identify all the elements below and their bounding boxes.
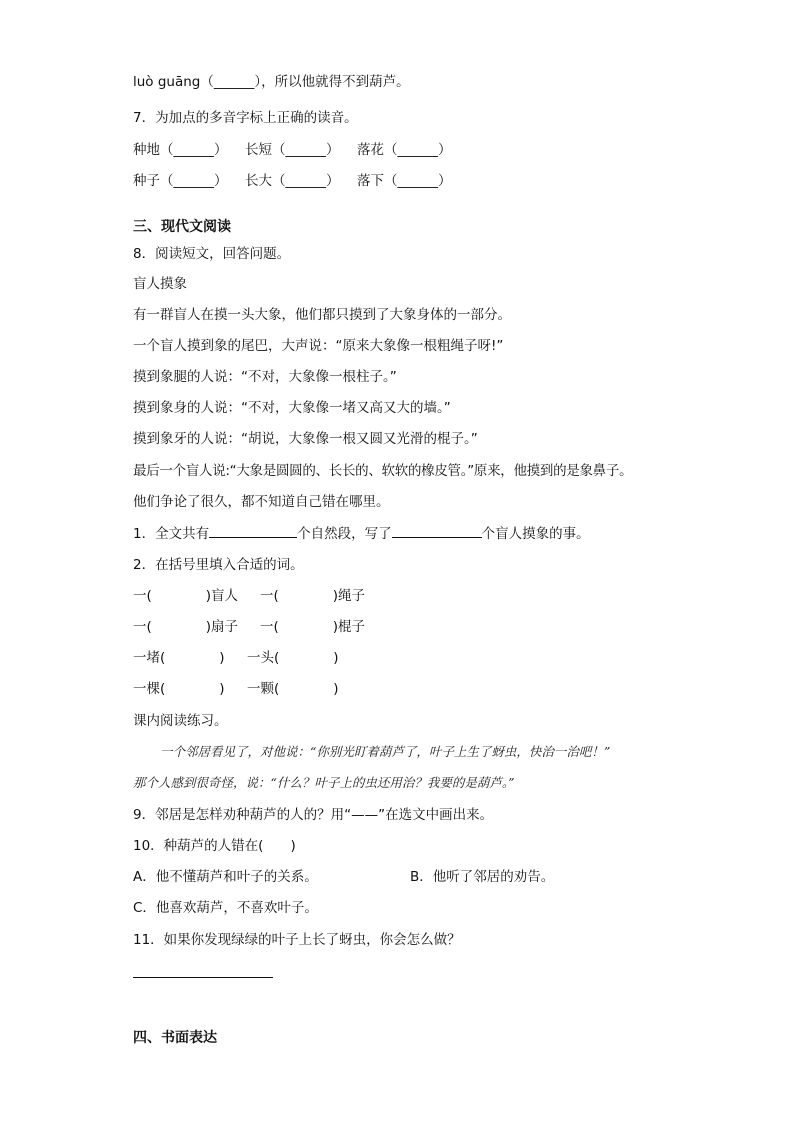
option-a[interactable]: A．他不懂葫芦和叶子的关系。 [133, 869, 318, 885]
section4-title: 四、书面表达 [133, 1030, 217, 1046]
excerpt-line-1: 一个邻居看见了，对他说：“你别光盯着葫芦了，叶子上生了蚜虫，快治一治吧！” [160, 744, 611, 759]
q7-row2-item2: 长大（______） [245, 173, 340, 189]
q7-row1-item2: 长短（______） [245, 142, 340, 158]
q8-prompt: 8．阅读短文，回答问题。 [133, 246, 291, 262]
fill-item: 一头( ) [247, 650, 339, 666]
sub-question-1 [133, 523, 590, 544]
excerpt-line-2: 那个人感到很奇怪，说：“什么？叶子上的虫还用治？我要的是葫芦。” [133, 775, 515, 790]
answer-line[interactable] [133, 977, 273, 978]
reading-label: 课内阅读练习。 [133, 713, 228, 729]
question-11: 11．如果你发现绿绿的叶子上长了蚜虫，你会怎么做？ [133, 932, 461, 948]
sub1-part-b: 个自然段，写了 [297, 526, 392, 542]
passage-title: 盲人摸象 [133, 276, 187, 292]
fill-item: 一颗( ) [247, 681, 339, 697]
option-b[interactable]: B．他听了邻居的劝告。 [410, 869, 555, 885]
fill-item: 一堵( ) [133, 650, 225, 666]
sub-question-2: 2．在括号里填入合适的词。 [133, 557, 304, 573]
sub1-part-a: 1．全文共有 [133, 526, 210, 542]
answer-blank[interactable] [209, 523, 297, 538]
question-10: 10．种葫芦的人错在( ) [133, 838, 296, 854]
fill-item: 一( )扇子 [133, 619, 239, 635]
passage-paragraph-1: 有一群盲人在摸一头大象，他们都只摸到了大象身体的一部分。 [133, 307, 511, 323]
question-9: 9．邻居是怎样劝种葫芦的人的？用“——”在选文中画出来。 [133, 807, 494, 823]
q7-row2-item3: 落下（______） [357, 173, 452, 189]
q7-row1-item1: 种地（______） [133, 142, 228, 158]
fill-item: 一( )盲人 [133, 588, 239, 604]
passage-paragraph-4: 摸到象身的人说：“不对，大象像一堵又高又大的墙。” [133, 400, 451, 416]
sub1-part-c: 个盲人摸象的事。 [481, 526, 590, 542]
section3-title: 三、现代文阅读 [133, 219, 231, 235]
passage-paragraph-2: 一个盲人摸到象的尾巴，大声说：“原来大象像一根粗绳子呀!” [133, 338, 504, 354]
option-c[interactable]: C．他喜欢葫芦，不喜欢叶子。 [133, 900, 318, 916]
q6-tail-line: luò guāng（______），所以他就得不到葫芦。 [133, 74, 410, 90]
passage-paragraph-6: 最后一个盲人说:“大象是圆圆的、长长的、软软的橡皮管。”原来，他摸到的是象鼻子。 [133, 463, 633, 479]
fill-item: 一( )棍子 [260, 619, 366, 635]
q7-row1-item3: 落花（______） [357, 142, 452, 158]
passage-paragraph-7: 他们争论了很久，都不知道自己错在哪里。 [133, 494, 390, 510]
passage-paragraph-3: 摸到象腿的人说：“不对，大象像一根柱子。” [133, 369, 397, 385]
fill-item: 一( )绳子 [260, 588, 366, 604]
passage-paragraph-5: 摸到象牙的人说：“胡说，大象像一根又圆又光滑的棍子。” [133, 431, 478, 447]
answer-blank[interactable] [392, 523, 482, 538]
q7-row2-item1: 种子（______） [133, 173, 228, 189]
q7-prompt: 7．为加点的多音字标上正确的读音。 [133, 110, 358, 126]
fill-item: 一棵( ) [133, 681, 225, 697]
